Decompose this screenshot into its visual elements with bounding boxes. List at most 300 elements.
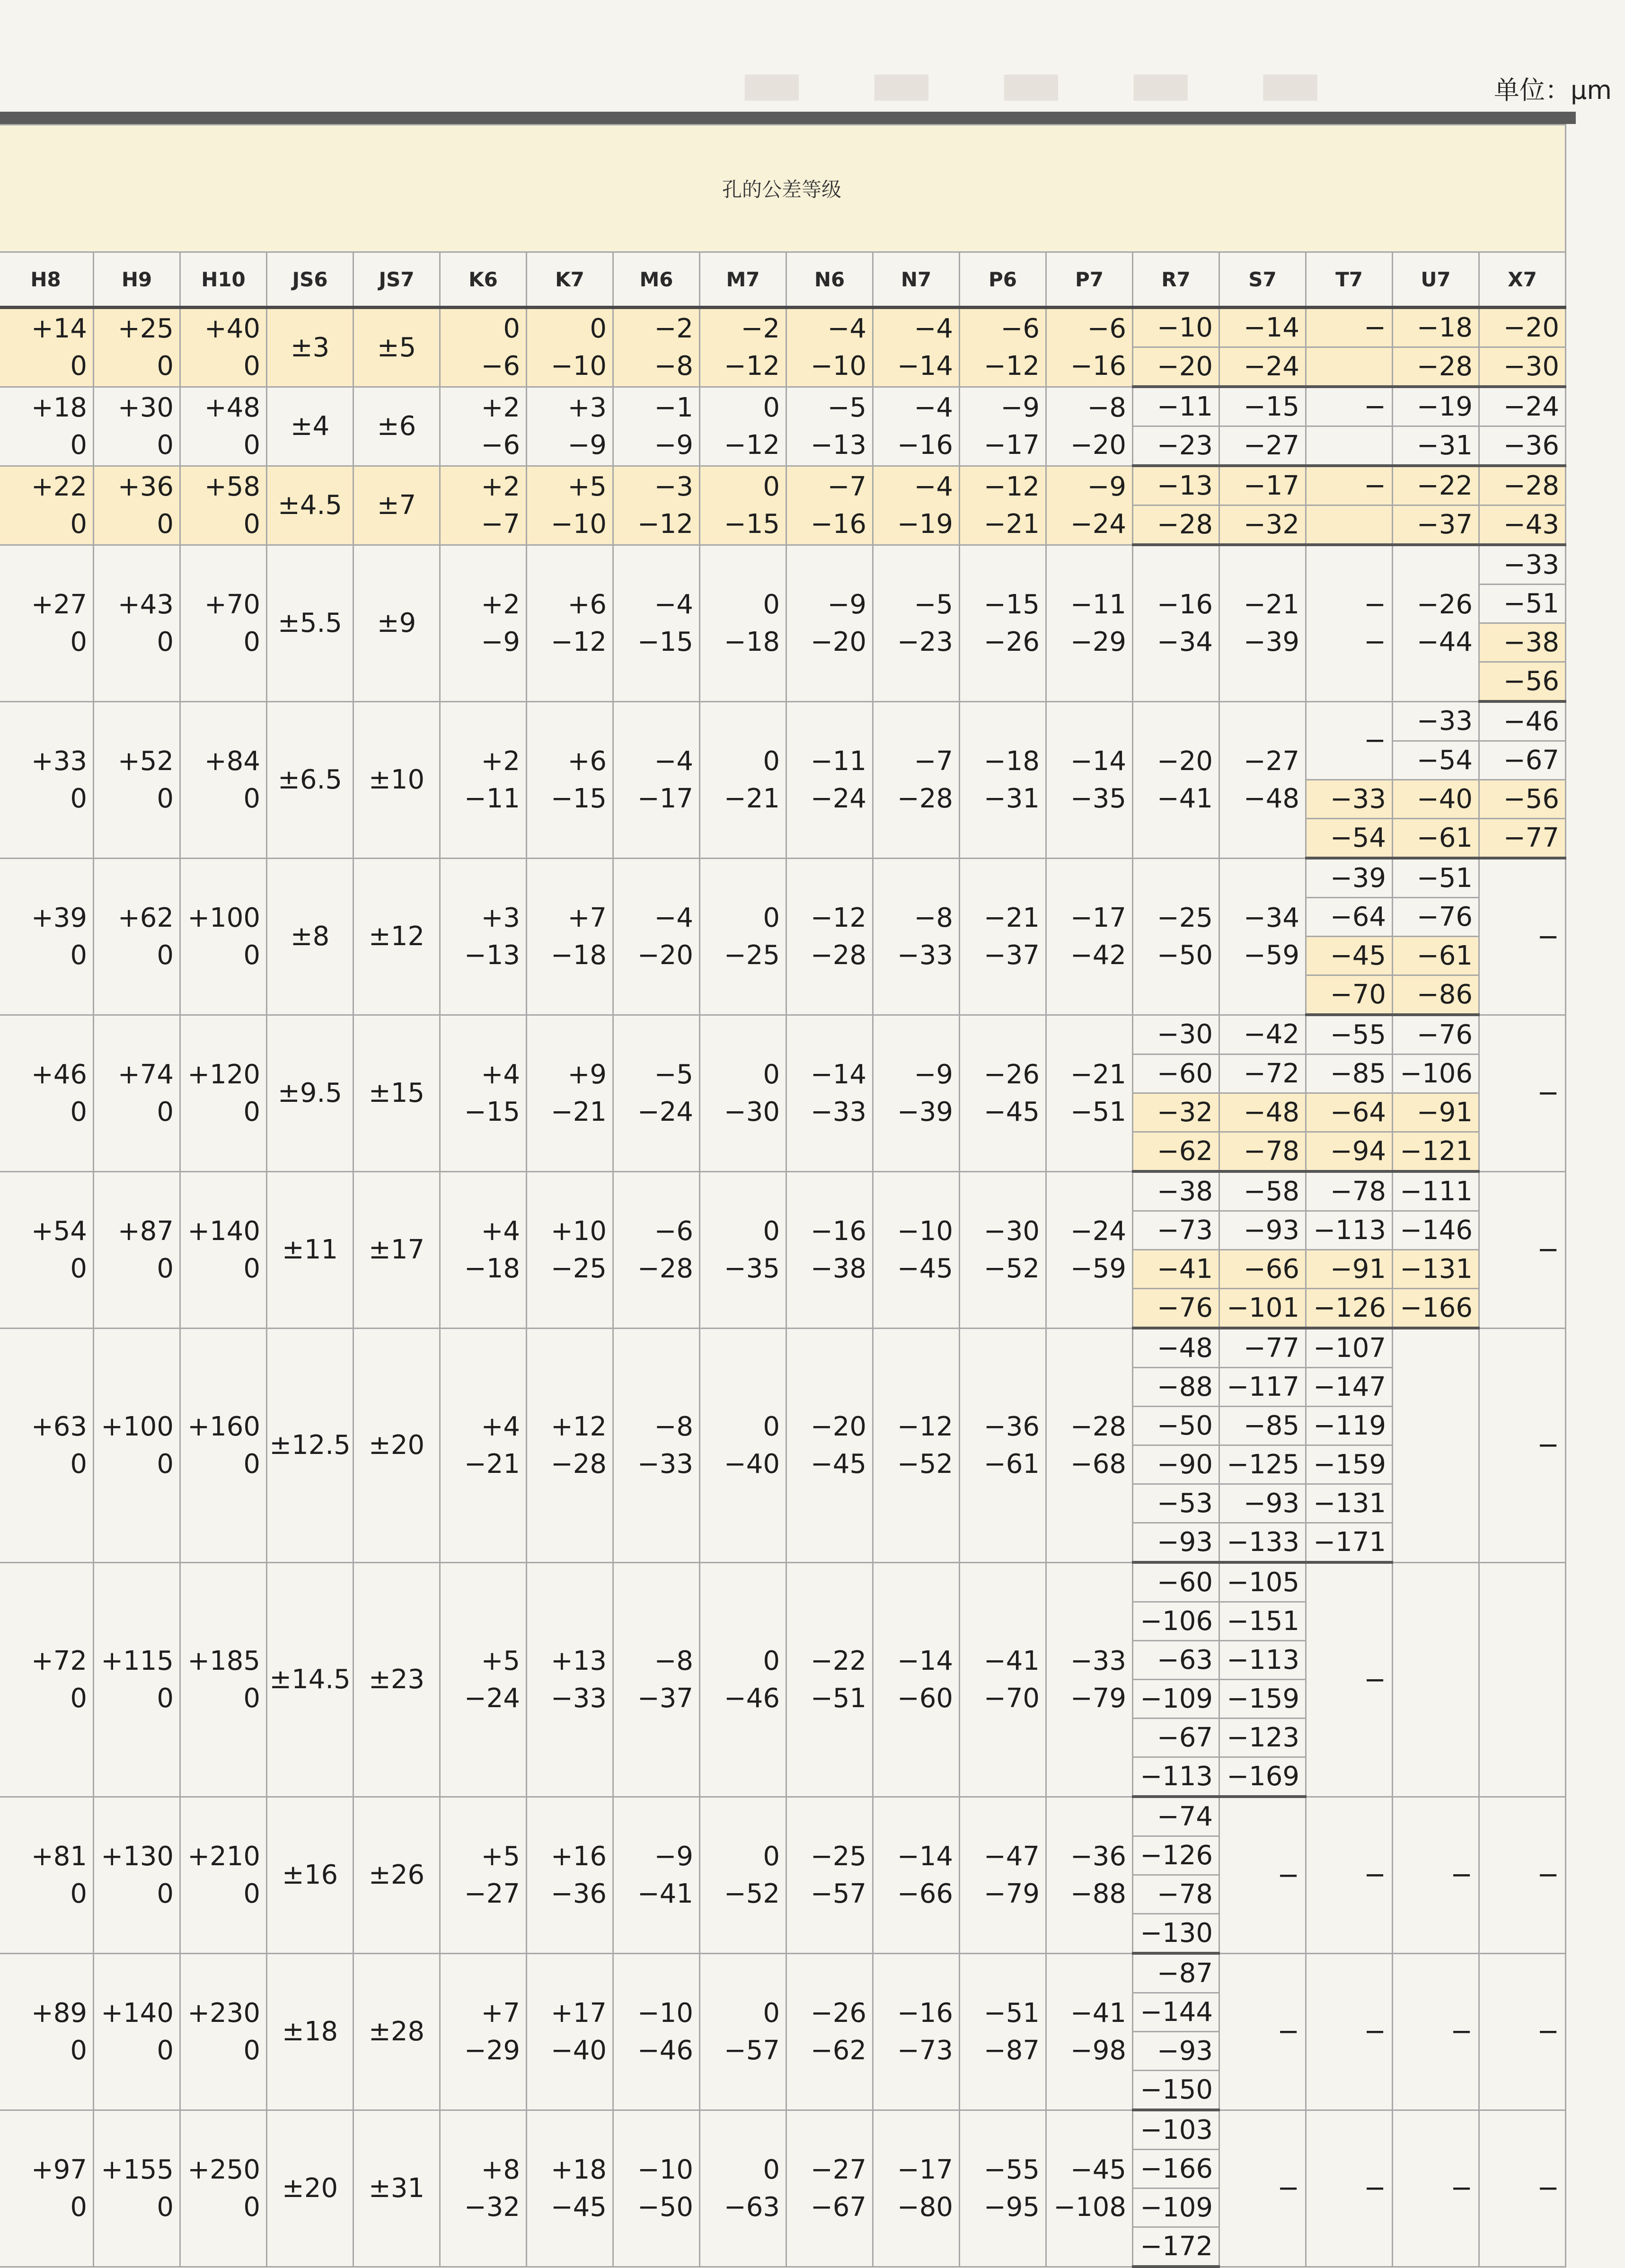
background-title-watermark: ▬ ▬ ▬ ▬ ▬ — [738, 41, 1343, 107]
cell-s7: −24 — [1219, 347, 1306, 387]
value-text: −80 — [897, 2191, 953, 2223]
value-text: − — [1277, 2016, 1299, 2047]
cell-t7: −91 — [1306, 1250, 1393, 1289]
cell-k7 — [527, 308, 613, 387]
value-text: −27 — [464, 1878, 520, 1909]
value-text: −24 — [810, 783, 866, 814]
cell-x7 — [1479, 1797, 1566, 1953]
value-text: −18 — [550, 939, 607, 971]
cell-r7: −130 — [1133, 1914, 1219, 1954]
cell-r7: −144 — [1133, 1993, 1219, 2032]
column-header-k6: K6 — [440, 252, 527, 308]
column-header-r7: R7 — [1133, 252, 1219, 308]
cell-t7: −85 — [1306, 1054, 1393, 1093]
cell-js7 — [353, 1328, 440, 1562]
value-text: 0 — [157, 2035, 174, 2066]
cell-t7 — [1306, 2110, 1393, 2267]
value-text: −50 — [1157, 939, 1213, 971]
cell-s7: −48 — [1219, 1093, 1306, 1132]
value-text: −61 — [983, 1448, 1040, 1480]
value-text: +84 — [204, 745, 260, 777]
value-text: −14 — [1070, 745, 1126, 777]
value-text: 0 — [157, 1878, 174, 1909]
cell-m6 — [613, 1562, 700, 1797]
value-text: −13 — [464, 939, 520, 971]
cell-js7 — [353, 1171, 440, 1328]
value-text: −37 — [983, 939, 1040, 971]
value-text: +18 — [31, 392, 87, 423]
cell-h8 — [0, 701, 94, 858]
value-text: −18 — [464, 1253, 520, 1284]
cell-js6 — [267, 308, 353, 387]
cell-k7 — [527, 466, 613, 545]
table-row — [0, 1562, 1566, 1602]
cell-r7: −109 — [1133, 2188, 1219, 2227]
table-row — [0, 1171, 1566, 1211]
cell-u7: −76 — [1393, 1015, 1479, 1054]
cell-s7 — [1219, 1797, 1306, 1953]
value-text: 0 — [157, 2191, 174, 2223]
value-text: +25 — [117, 313, 174, 345]
value-text: −12 — [983, 351, 1040, 382]
cell-p6 — [960, 1015, 1046, 1171]
cell-h9 — [94, 2110, 180, 2267]
cell-js6 — [267, 2110, 353, 2267]
cell-h10 — [180, 2110, 267, 2267]
cell-p7 — [1046, 308, 1133, 387]
value-text: 0 — [763, 1997, 780, 2029]
value-text: ±4.5 — [278, 490, 342, 521]
cell-js6 — [267, 545, 353, 701]
cell-t7: −45 — [1306, 937, 1393, 975]
cell-k6 — [440, 1797, 527, 1953]
cell-r7: −113 — [1133, 1757, 1219, 1797]
value-text: −22 — [810, 1645, 866, 1676]
cell-n6 — [786, 1953, 873, 2110]
value-text: −46 — [637, 2035, 693, 2066]
cell-m7 — [700, 387, 786, 466]
value-text: −44 — [1416, 627, 1473, 658]
cell-h9 — [94, 1328, 180, 1562]
cell-js7 — [353, 545, 440, 701]
value-text: −33 — [1070, 1645, 1126, 1676]
value-text: +2 — [481, 392, 520, 423]
value-text: −59 — [1070, 1253, 1126, 1284]
cell-u7: −166 — [1393, 1289, 1479, 1329]
value-text: −28 — [897, 783, 953, 814]
cell-p7 — [1046, 858, 1133, 1015]
value-text: − — [1537, 1430, 1559, 1461]
cell-n6 — [786, 1015, 873, 1171]
value-text: − — [1537, 921, 1559, 952]
cell-k6 — [440, 2110, 527, 2267]
value-text: 0 — [243, 2191, 260, 2223]
cell-x7: −56 — [1479, 780, 1566, 819]
value-text: +46 — [31, 1059, 87, 1090]
cell-s7: −32 — [1219, 505, 1306, 545]
value-text: −4 — [914, 392, 953, 423]
value-text: 0 — [157, 1096, 174, 1127]
value-text: −62 — [810, 2035, 866, 2066]
value-text: −28 — [637, 1253, 693, 1284]
cell-r7 — [1133, 545, 1219, 701]
cell-s7: −78 — [1219, 1132, 1306, 1172]
value-text: 0 — [763, 1645, 780, 1676]
cell-k6 — [440, 1171, 527, 1328]
cell-h9 — [94, 1953, 180, 2110]
value-text: −34 — [1157, 627, 1213, 658]
value-text: −9 — [481, 626, 520, 657]
value-text: 0 — [503, 313, 520, 345]
value-text: −45 — [810, 1448, 866, 1480]
value-text: 0 — [157, 1253, 174, 1284]
value-text: −9 — [567, 429, 607, 461]
value-text: −7 — [914, 745, 953, 777]
cell-p6 — [960, 387, 1046, 466]
cell-r7: −106 — [1133, 1602, 1219, 1641]
column-header-js6: JS6 — [267, 252, 353, 308]
cell-k7 — [527, 701, 613, 858]
cell-x7: −51 — [1479, 585, 1566, 623]
cell-u7: −61 — [1393, 819, 1479, 859]
value-text: −66 — [897, 1878, 953, 1909]
value-text: +185 — [187, 1645, 260, 1676]
cell-t7: −55 — [1306, 1015, 1393, 1054]
table-row — [0, 858, 1566, 898]
cell-h8 — [0, 1015, 94, 1171]
table-row — [0, 545, 1566, 585]
value-text: +33 — [31, 745, 87, 777]
value-text: 0 — [157, 351, 174, 382]
cell-u7: −61 — [1393, 937, 1479, 975]
cell-k6 — [440, 1015, 527, 1171]
value-text: 0 — [243, 508, 260, 540]
cell-h8 — [0, 1953, 94, 2110]
value-text: −41 — [1157, 783, 1213, 814]
value-text: −12 — [724, 429, 780, 461]
value-text: −16 — [897, 429, 953, 461]
cell-p7 — [1046, 2110, 1133, 2267]
cell-h10 — [180, 1562, 267, 1797]
cell-r7: −38 — [1133, 1171, 1219, 1211]
cell-x7 — [1479, 2110, 1566, 2267]
value-text: 0 — [157, 939, 174, 971]
cell-u7: −76 — [1393, 898, 1479, 937]
cell-t7: −126 — [1306, 1289, 1393, 1329]
value-text: 0 — [243, 1878, 260, 1909]
value-text: −52 — [897, 1448, 953, 1480]
cell-n6 — [786, 466, 873, 545]
cell-r7: −73 — [1133, 1211, 1219, 1250]
cell-js7 — [353, 1797, 440, 1953]
value-text: ±12 — [368, 921, 425, 952]
value-text: −45 — [983, 1096, 1040, 1127]
value-text: ±11 — [282, 1234, 338, 1265]
cell-s7: −125 — [1219, 1445, 1306, 1484]
value-text: 0 — [157, 1448, 174, 1480]
cell-m7 — [700, 1015, 786, 1171]
cell-s7: −101 — [1219, 1289, 1306, 1329]
cell-s7 — [1219, 2110, 1306, 2267]
cell-n6 — [786, 858, 873, 1015]
cell-js7 — [353, 1562, 440, 1797]
cell-k6 — [440, 545, 527, 701]
cell-r7: −93 — [1133, 1523, 1219, 1563]
value-text: −25 — [1157, 902, 1213, 933]
cell-n6 — [786, 1562, 873, 1797]
value-text: −7 — [481, 508, 520, 540]
cell-r7: −78 — [1133, 1875, 1219, 1914]
value-text: −12 — [724, 351, 780, 382]
value-text: +7 — [481, 1997, 520, 2029]
table-row — [0, 1015, 1566, 1054]
cell-t7 — [1306, 1797, 1393, 1953]
value-text: −51 — [983, 1997, 1040, 2029]
cell-n7 — [873, 2110, 960, 2267]
cell-k7 — [527, 1797, 613, 1953]
cell-r7: −74 — [1133, 1797, 1219, 1836]
value-text: −73 — [897, 2035, 953, 2066]
value-text: − — [1537, 1234, 1559, 1265]
value-text: −36 — [1070, 1841, 1126, 1872]
value-text: 0 — [243, 2035, 260, 2066]
cell-js7 — [353, 308, 440, 387]
cell-n7 — [873, 545, 960, 701]
cell-t7: −113 — [1306, 1211, 1393, 1250]
table-row — [0, 1328, 1566, 1368]
value-text: −14 — [897, 351, 953, 382]
cell-js6 — [267, 858, 353, 1015]
value-text: −10 — [637, 2154, 693, 2185]
cell-js7 — [353, 858, 440, 1015]
cell-k6 — [440, 701, 527, 858]
value-text: 0 — [763, 392, 780, 423]
cell-r7: −126 — [1133, 1836, 1219, 1875]
value-text: +2 — [481, 589, 520, 620]
cell-p7 — [1046, 387, 1133, 466]
value-text: 0 — [70, 1096, 87, 1127]
cell-t7: −70 — [1306, 975, 1393, 1015]
value-text: +48 — [204, 392, 260, 423]
value-text: −45 — [897, 1253, 953, 1284]
cell-t7 — [1306, 347, 1393, 387]
value-text: −15 — [637, 626, 693, 657]
value-text: +210 — [187, 1841, 260, 1872]
cell-r7: −67 — [1133, 1719, 1219, 1757]
value-text: +230 — [187, 1997, 260, 2029]
cell-s7: −66 — [1219, 1250, 1306, 1289]
cell-t7: −39 — [1306, 858, 1393, 898]
cell-m7 — [700, 466, 786, 545]
value-text: +72 — [31, 1645, 87, 1676]
cell-n7 — [873, 466, 960, 545]
value-text: +115 — [101, 1645, 174, 1676]
value-text: 0 — [763, 1841, 780, 1872]
value-text: −21 — [1243, 589, 1299, 620]
cell-s7: −105 — [1219, 1562, 1306, 1602]
cell-r7: −103 — [1133, 2110, 1219, 2150]
cell-k7 — [527, 1171, 613, 1328]
value-text: 0 — [70, 351, 87, 382]
value-text: − — [1364, 589, 1386, 620]
cell-r7: −41 — [1133, 1250, 1219, 1289]
cell-p7 — [1046, 1797, 1133, 1953]
cell-r7: −62 — [1133, 1132, 1219, 1172]
cell-x7 — [1479, 1171, 1566, 1328]
cell-h9 — [94, 1797, 180, 1953]
cell-h8 — [0, 466, 94, 545]
value-text: −5 — [654, 1059, 693, 1090]
value-text: −6 — [481, 351, 520, 382]
value-text: +155 — [101, 2154, 174, 2185]
cell-p6 — [960, 858, 1046, 1015]
cell-u7: −54 — [1393, 741, 1479, 780]
value-text: −4 — [827, 313, 866, 345]
cell-p7 — [1046, 1171, 1133, 1328]
value-text: −11 — [1070, 589, 1126, 620]
value-text: ±20 — [368, 1430, 425, 1461]
value-text: −17 — [897, 2154, 953, 2185]
value-text: +17 — [550, 1997, 607, 2029]
value-text: −33 — [637, 1448, 693, 1480]
value-text: −35 — [724, 1253, 780, 1284]
cell-s7: −14 — [1219, 308, 1306, 347]
value-text: −10 — [897, 1215, 953, 1247]
value-text: ±28 — [368, 2016, 425, 2047]
cell-h8 — [0, 2110, 94, 2267]
cell-u7 — [1393, 1562, 1479, 1797]
cell-h10 — [180, 701, 267, 858]
value-text: −2 — [654, 313, 693, 345]
value-text: +2 — [481, 745, 520, 777]
value-text: −87 — [983, 2035, 1040, 2066]
value-text: − — [1364, 627, 1386, 658]
value-text: −16 — [1070, 351, 1126, 382]
value-text: −70 — [983, 1683, 1040, 1714]
cell-h10 — [180, 466, 267, 545]
value-text: 0 — [70, 626, 87, 657]
column-header-t7: T7 — [1306, 252, 1393, 308]
column-header-h9: H9 — [94, 252, 180, 308]
cell-h8 — [0, 1797, 94, 1953]
value-text: −1 — [654, 392, 693, 423]
cell-x7: −24 — [1479, 387, 1566, 426]
cell-u7: −31 — [1393, 426, 1479, 466]
value-text: −14 — [810, 1059, 866, 1090]
cell-js6 — [267, 466, 353, 545]
value-text: 0 — [763, 2154, 780, 2185]
cell-k7 — [527, 387, 613, 466]
column-header-p6: P6 — [960, 252, 1046, 308]
cell-t7 — [1306, 1562, 1393, 1797]
value-text: +5 — [481, 1841, 520, 1872]
value-text: +36 — [117, 471, 174, 502]
cell-h10 — [180, 1328, 267, 1562]
value-text: +81 — [31, 1841, 87, 1872]
value-text: −3 — [654, 471, 693, 502]
cell-t7 — [1306, 426, 1393, 466]
value-text: +9 — [567, 1059, 607, 1090]
value-text: ±5 — [377, 332, 416, 363]
value-text: −37 — [637, 1683, 693, 1714]
cell-p7 — [1046, 701, 1133, 858]
cell-m6 — [613, 1015, 700, 1171]
value-text: −5 — [827, 392, 866, 423]
cell-x7 — [1479, 1953, 1566, 2110]
value-text: +54 — [31, 1215, 87, 1247]
value-text: −9 — [1087, 471, 1126, 502]
cell-t7: −107 — [1306, 1328, 1393, 1368]
value-text: −12 — [983, 471, 1040, 502]
value-text: 0 — [70, 2035, 87, 2066]
value-text: 0 — [157, 783, 174, 814]
cell-k7 — [527, 1328, 613, 1562]
value-text: −52 — [724, 1878, 780, 1909]
value-text: −21 — [983, 508, 1040, 540]
cell-m7 — [700, 545, 786, 701]
cell-h10 — [180, 1797, 267, 1953]
cell-p6 — [960, 545, 1046, 701]
value-text: +63 — [31, 1411, 87, 1442]
cell-k7 — [527, 2110, 613, 2267]
cell-u7: −22 — [1393, 466, 1479, 505]
value-text: 0 — [157, 1683, 174, 1714]
value-text: +39 — [31, 902, 87, 933]
cell-r7: −109 — [1133, 1680, 1219, 1719]
value-text: +160 — [187, 1411, 260, 1442]
value-text: − — [1277, 1860, 1299, 1891]
cell-k6 — [440, 466, 527, 545]
cell-n7 — [873, 308, 960, 387]
value-text: − — [1277, 2173, 1299, 2204]
cell-x7: −30 — [1479, 347, 1566, 387]
value-text: −15 — [983, 589, 1040, 620]
cell-h10 — [180, 387, 267, 466]
value-text: −4 — [914, 313, 953, 345]
cell-x7: −46 — [1479, 701, 1566, 741]
cell-m6 — [613, 1797, 700, 1953]
value-text: −24 — [464, 1683, 520, 1714]
value-text: 0 — [763, 902, 780, 933]
value-text: −40 — [550, 2035, 607, 2066]
value-text: −28 — [1070, 1411, 1126, 1442]
value-text: ±5.5 — [278, 608, 342, 638]
column-header-h8: H8 — [0, 252, 94, 308]
value-text: −51 — [810, 1683, 866, 1714]
value-text: −11 — [464, 783, 520, 814]
value-text: −18 — [983, 745, 1040, 777]
value-text: +43 — [117, 589, 174, 620]
value-text: −10 — [550, 508, 607, 540]
cell-js7 — [353, 701, 440, 858]
cell-u7 — [1393, 1328, 1479, 1562]
cell-k7 — [527, 1015, 613, 1171]
cell-m6 — [613, 1953, 700, 2110]
value-text: −28 — [810, 939, 866, 971]
cell-t7 — [1306, 1953, 1393, 2110]
value-text: ±8 — [290, 921, 330, 952]
value-text: −25 — [724, 939, 780, 971]
value-text: −30 — [724, 1096, 780, 1127]
cell-u7 — [1393, 545, 1479, 701]
cell-r7: −90 — [1133, 1445, 1219, 1484]
cell-p7 — [1046, 1953, 1133, 2110]
cell-s7: −159 — [1219, 1680, 1306, 1719]
value-text: −55 — [983, 2154, 1040, 2185]
cell-js6 — [267, 1797, 353, 1953]
value-text: −17 — [1070, 902, 1126, 933]
value-text: 0 — [70, 508, 87, 540]
